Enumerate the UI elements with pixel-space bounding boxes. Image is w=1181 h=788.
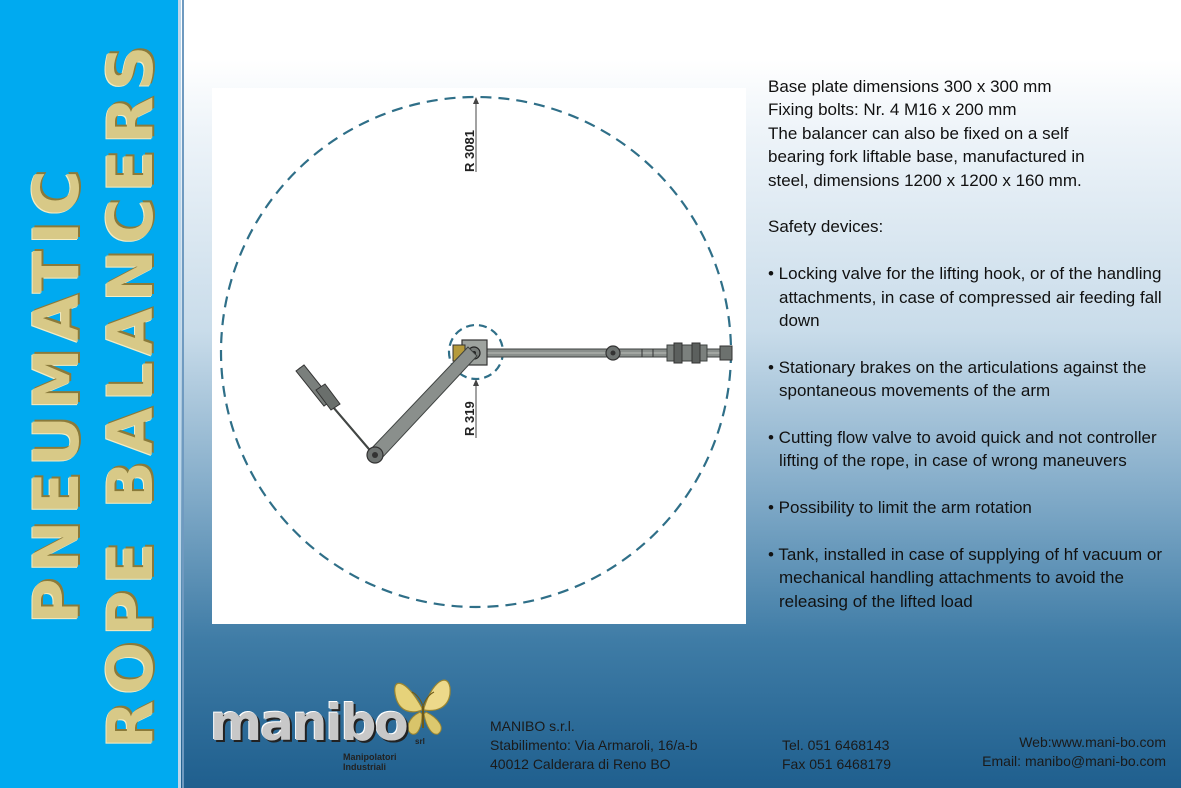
safety-item: • Cutting flow valve to avoid quick and not controller lifting of the rope, in case of wrong maneuvers	[768, 428, 1157, 471]
footer-phone	[782, 736, 891, 774]
email-link[interactable]: Email: manibo@mani-bo.com	[982, 753, 1166, 769]
primary-arm	[484, 343, 732, 363]
safety-item: • Stationary brakes on the articulations against the spontaneous movements of the arm	[768, 357, 1147, 401]
footer-contact	[982, 733, 1166, 771]
sidebar-divider	[178, 0, 181, 788]
logo-subtitle	[343, 752, 397, 772]
sidebar	[0, 0, 178, 788]
description-text	[768, 75, 1173, 613]
inner-radius-arrow	[473, 379, 479, 386]
inner-radius-label: R 319	[462, 401, 477, 436]
title-rope-balancers: ROPE BALANCERS	[94, 39, 167, 749]
sidebar-divider-2	[182, 0, 184, 788]
secondary-arm	[296, 347, 477, 463]
fax: Fax 051 6468179	[782, 756, 891, 772]
logo-subtitle-line: Industriali	[343, 762, 387, 772]
safety-heading: Safety devices:	[768, 217, 884, 237]
company-name: MANIBO s.r.l.	[490, 718, 575, 734]
safety-item: • Tank, installed in case of supplying of hf vacuum or mechanical handling attachments to avoid the releasing of the lifted load	[768, 545, 1163, 611]
outer-radius-label: R 3081	[462, 130, 477, 172]
title-pneumatic: PNEUMATIC	[20, 164, 93, 624]
telephone: Tel. 051 6468143	[782, 737, 890, 753]
address-line: Stabilimento: Via Armaroli, 16/a-b	[490, 737, 698, 753]
spec-line: The balancer can also be fixed on a self	[768, 123, 1069, 143]
logo-srl: srl	[415, 737, 425, 746]
safety-item: • Possibility to limit the arm rotation	[768, 498, 1032, 518]
diagram-svg	[212, 88, 746, 624]
address-line: 40012 Calderara di Reno BO	[490, 756, 671, 772]
spec-line: Fixing bolts: Nr. 4 M16 x 200 mm	[768, 100, 1017, 120]
logo-wordmark: manibo	[210, 694, 407, 752]
footer-address	[490, 717, 698, 774]
outer-radius-arrow	[473, 97, 479, 104]
spec-line: Base plate dimensions 300 x 300 mm	[768, 77, 1052, 96]
spec-line: steel, dimensions 1200 x 1200 x 160 mm.	[768, 170, 1082, 190]
logo-subtitle-line: Manipolatori	[343, 752, 397, 762]
website-link[interactable]: Web:www.mani-bo.com	[1019, 734, 1166, 750]
spec-line: bearing fork liftable base, manufactured in	[768, 147, 1085, 167]
safety-item: • Locking valve for the lifting hook, or of the handling attachments, in case of compressed air feeding fall down	[768, 264, 1162, 331]
arm-reach-diagram	[212, 88, 746, 624]
